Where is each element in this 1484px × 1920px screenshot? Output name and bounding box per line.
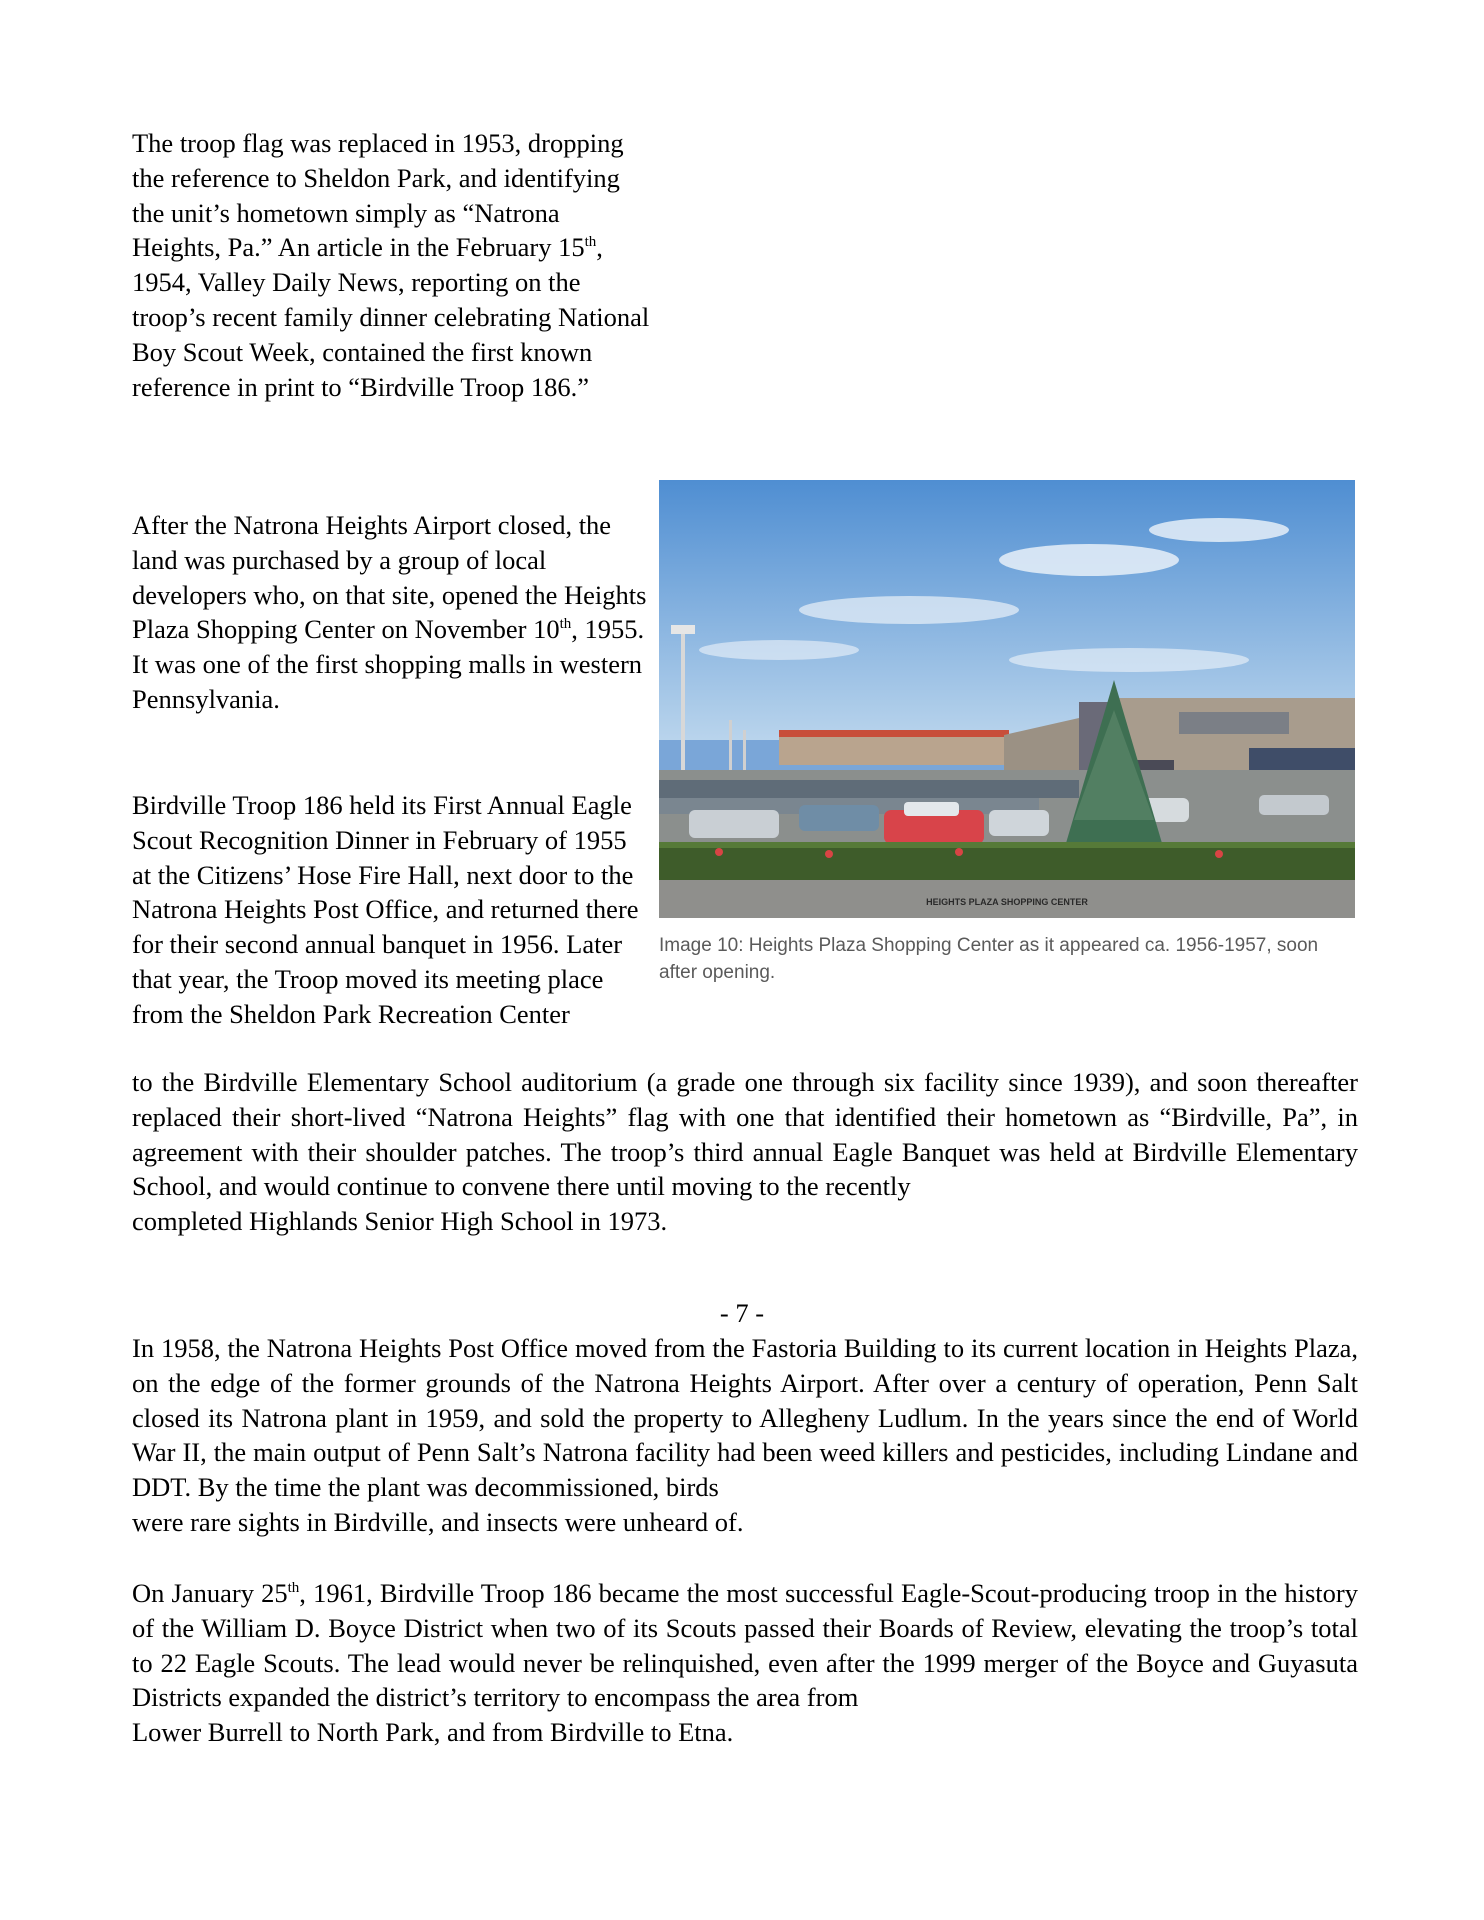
superscript: th (584, 234, 597, 251)
paragraph-eagle-record (132, 1576, 1358, 1750)
paragraph-eagle-dinner-full (132, 1065, 1358, 1239)
superscript: th (287, 1580, 300, 1597)
paragraph-troop-flag (132, 126, 652, 404)
paragraph-post-office-move (132, 1331, 1358, 1540)
paragraph-text-last-line: completed Highlands Senior High School in 1973. (132, 1206, 668, 1237)
paragraph-text: , 1955. It was one of the first shopping malls in western Pennsylvania. (132, 614, 645, 714)
page-number: - 7 - (719, 1298, 765, 1328)
paragraph-text: , 1954, Valley Daily News, reporting on the troop’s recent family dinner celebrating National Boy Scout Week, contained the first known reference in print to “Birdville Troop 186.” (132, 232, 650, 402)
paragraph-text: to the Birdville Elementary School auditorium (a grade one through six facility since 1939), and soon thereafter replaced their short-lived “Natrona Heights” flag with one that identified their hometown as “Birdville, Pa”, in agreement with their shoulder patches. The troop’s third annual Eagle Banquet was held at Birdville Elementary School, and would continue to convene there until moving to the recently (132, 1067, 1358, 1202)
paragraph-text: After the Natrona Heights Airport closed, the land was purchased by a group of local developers who, on that site, opened the Heights Plaza Shopping Center on November 10 (132, 510, 647, 645)
paragraph-text-last-line: were rare sights in Birdville, and insects were unheard of. (132, 1506, 744, 1537)
figure-caption: Image 10: Heights Plaza Shopping Center as it appeared ca. 1956-1957, soon after opening. (659, 935, 1319, 983)
paragraph-text-last-line: Lower Burrell to North Park, and from Birdville to Etna. (132, 1717, 734, 1748)
paragraph-eagle-dinner-narrow: Birdville Troop 186 held its First Annual Eagle Scout Recognition Dinner in February of 1955 at the Citizens’ Hose Fire Hall, next door to the Natrona Heights Post Office, and returned there for their second annual banquet in 1956. Later that year, the Troop moved its meeting place from the Sheldon Park Recreation Center (132, 790, 639, 1029)
paragraph-text: , 1961, Birdville Troop 186 became the most successful Eagle-Scout-producing troop in the history of the William D. Boyce District when two of its Scouts passed their Boards of Review, elevating the troop’s total to 22 Eagle Scouts. The lead would never be relinquished, even after the 1999 merger of the Boyce and Guyasuta Districts expanded the district’s territory to encompass the area from (132, 1578, 1358, 1713)
paragraph-text: On January 25 (132, 1578, 288, 1608)
paragraph-text: The troop flag was replaced in 1953, dropping the reference to Sheldon Park, and identifying the unit’s hometown simply as “Natrona Heights, Pa.” An article in the February 15 (132, 128, 624, 263)
superscript: th (559, 616, 572, 633)
heights-plaza-photo (659, 480, 1355, 918)
paragraph-text: In 1958, the Natrona Heights Post Office moved from the Fastoria Building to its current location in Heights Plaza, on the edge of the former grounds of the Natrona Heights Airport. After over a century of operation, Penn Salt closed its Natrona plant in 1959, and sold the property to Allegheny Ludlum. In the years since the end of World War II, the main output of Penn Salt’s Natrona facility had been weed killers and pesticides, including Lindane and DDT. By the time the plant was decommissioned, birds (132, 1333, 1358, 1503)
paragraph-airport-closed (132, 508, 652, 717)
heights-plaza-illustration (659, 480, 1355, 918)
photo-sign-text: HEIGHTS PLAZA SHOPPING CENTER (926, 897, 1088, 907)
